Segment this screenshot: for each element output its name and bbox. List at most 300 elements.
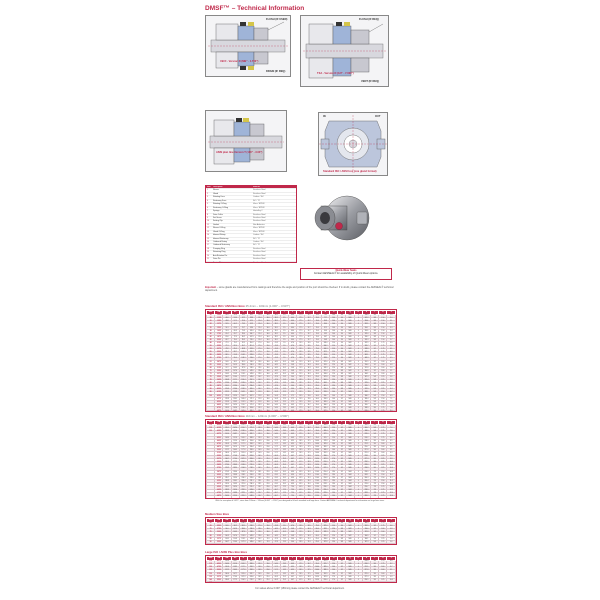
table-cell: 1/2: [338, 398, 346, 401]
table-cell: 31.8: [256, 395, 264, 398]
table-cell: 1/2: [371, 364, 379, 367]
table-cell: 6.500: [215, 486, 223, 489]
table-cell: [379, 544, 387, 545]
table-cell: 7/8: [371, 486, 379, 489]
table-cell: 188.8: [223, 480, 231, 483]
table-cell: 17.0: [264, 388, 272, 391]
table-cell: 3.1: [387, 320, 396, 323]
table-cell: 17.5: [280, 486, 288, 489]
section-3-title: [205, 512, 229, 516]
table-cell: 111.0: [248, 339, 256, 342]
part-description: Outboard Stationary: [213, 244, 230, 247]
table-cell: 44.0: [289, 320, 297, 323]
table-cell: 210.4: [321, 471, 329, 474]
table-cell: 1/2: [338, 576, 346, 579]
page-title: DMSF™ – Technical Information: [205, 5, 305, 12]
table-cell: 65.6: [223, 336, 231, 339]
table-cell: 4: [354, 364, 362, 367]
table-cell: 202.7: [248, 572, 256, 575]
table-cell: 16.0: [264, 531, 272, 534]
table-cell: 195.7: [362, 427, 370, 430]
table-cell: 4: [354, 538, 362, 541]
table-cell: 3.25: [379, 461, 387, 464]
table-cell: 125.1: [321, 528, 329, 531]
table-cell: [215, 498, 223, 499]
table-cell: 4: [354, 391, 362, 394]
table-cell: 47.6: [272, 388, 280, 391]
table-cell: 5/8: [371, 398, 379, 401]
table-cell: 132.9: [231, 395, 239, 398]
table-cell: 16.0: [330, 443, 338, 446]
table-cell: 3/4: [371, 461, 379, 464]
table-cell: 243.1: [362, 474, 370, 477]
table-cell: 215.7: [239, 486, 247, 489]
table-cell: 107.6: [231, 370, 239, 373]
table-cell: 4: [354, 357, 362, 360]
table-cell: 36.5: [256, 461, 264, 464]
table-cell: 66.7: [289, 461, 297, 464]
table-cell: 12.0: [387, 486, 396, 489]
table-cell: 1.75: [379, 342, 387, 345]
table-cell: 131.4: [321, 534, 329, 537]
table-cell: 249.4: [362, 480, 370, 483]
part-description: Set Screw: [213, 216, 222, 219]
table-cell: 135.1: [223, 427, 231, 430]
table-cell: 103.0: [321, 342, 329, 345]
table-cell: 72.9: [231, 336, 239, 339]
table-cell: 54.0: [289, 538, 297, 541]
part-description: Retaining Ring: [213, 251, 226, 254]
table-cell: 11.6: [387, 483, 396, 486]
table-cell: 265.2: [362, 495, 370, 498]
column-header: V: [387, 519, 396, 523]
table-cell: 90.9: [223, 525, 231, 528]
table-cell: 25.4: [256, 326, 264, 329]
table-cell: 5.375: [215, 458, 223, 461]
table-cell: 50.8: [289, 534, 297, 537]
seal-photo: [305, 188, 375, 248]
column-header: T: [371, 557, 379, 561]
table-cell: 33.3: [256, 424, 264, 427]
table-cell: 3/8: [371, 326, 379, 329]
table-cell: 75.0: [313, 345, 321, 348]
table-cell: 183.5: [231, 467, 239, 470]
table-cell: 43.5: [297, 480, 305, 483]
table-cell: 6.0: [387, 382, 396, 385]
table-cell: [371, 498, 379, 499]
callout-vent: VENT (IF REQ): [361, 80, 380, 83]
column-header: I: [280, 311, 288, 315]
parts-row: [206, 262, 296, 263]
table-cell: 3/4: [371, 446, 379, 449]
table-cell: 3/8: [371, 323, 379, 326]
table-cell: 4: [354, 370, 362, 373]
table-cell: 3/8: [338, 364, 346, 367]
table-cell: 231.1: [248, 480, 256, 483]
table-cell: [346, 582, 354, 583]
part-material: Stainless Steel: [253, 220, 266, 223]
table-cell: 1/2: [371, 531, 379, 534]
table-cell: 37.5: [297, 424, 305, 427]
table-cell: 134.6: [321, 538, 329, 541]
table-cell: 47.6: [272, 538, 280, 541]
table-cell: 1/2: [338, 433, 346, 436]
table-cell: 8.7: [387, 566, 396, 569]
table-cell: 3/4: [371, 563, 379, 566]
column-header: F: [256, 519, 264, 523]
table-cell: 114.6: [239, 364, 247, 367]
table-cell: 10.5: [280, 531, 288, 534]
note-text: Contact AESSEAL® for availability of Quick-Wear options.: [313, 272, 379, 275]
table-cell: [338, 498, 346, 499]
table-cell: 111.5: [239, 525, 247, 528]
table-cell: 39.5: [297, 440, 305, 443]
table-cell: 137.8: [321, 541, 329, 544]
table-cell: 3/8: [338, 528, 346, 531]
table-cell: 2.625: [215, 354, 223, 357]
table-cell: 100.0: [313, 452, 321, 455]
table-cell: 3.375: [215, 373, 223, 376]
table-cell: 31.8: [256, 401, 264, 404]
table-cell: 3/4: [371, 576, 379, 579]
table-cell: 16.0: [330, 440, 338, 443]
table-cell: 41.5: [297, 576, 305, 579]
table-cell: 22.0: [264, 480, 272, 483]
table-cell: 1/2: [338, 572, 346, 575]
table-cell: 14.0: [330, 398, 338, 401]
table-cell: 60.3: [272, 467, 280, 470]
table-cell: 157.8: [362, 367, 370, 370]
table-cell: M12: [346, 361, 354, 364]
table-cell: 95.0: [313, 433, 321, 436]
table-cell: 27.5: [297, 326, 305, 329]
table-cell: 126.8: [248, 354, 256, 357]
table-cell: [207, 544, 215, 545]
column-header: Q: [346, 311, 354, 315]
table-cell: 37.5: [297, 427, 305, 430]
table-cell: 7.8: [387, 407, 396, 410]
table-cell: 54.0: [289, 382, 297, 385]
table-cell: 19.0: [330, 495, 338, 498]
table-cell: 29.5: [297, 354, 305, 357]
table-cell: 13.5: [305, 342, 313, 345]
table-cell: 29.5: [297, 351, 305, 354]
table-cell: 17.5: [305, 443, 313, 446]
table-cell: 105.0: [313, 464, 321, 467]
table-cell: 28.6: [256, 531, 264, 534]
table-cell: 205.2: [362, 436, 370, 439]
table-cell: 186.6: [231, 471, 239, 474]
table-cell: [346, 498, 354, 499]
table-cell: 38.1: [272, 330, 280, 333]
column-header: Size: [207, 421, 215, 425]
table-cell: 54.0: [272, 563, 280, 566]
table-cell: 17.0: [264, 379, 272, 382]
table-cell: 98.8: [239, 348, 247, 351]
table-cell: 3.00: [379, 452, 387, 455]
table-cell: 11.5: [280, 376, 288, 379]
table-cell: 1/4: [338, 333, 346, 336]
table-cell: 35: [207, 326, 215, 329]
table-cell: 2.75: [379, 436, 387, 439]
table-cell: 33.5: [297, 388, 305, 391]
table-cell: 13.5: [305, 522, 313, 525]
table-cell: 66.7: [272, 489, 280, 492]
table-cell: 78.2: [223, 348, 231, 351]
table-cell: 157.8: [362, 531, 370, 534]
table-cell: 120.9: [239, 534, 247, 537]
table-cell: M12: [346, 525, 354, 528]
part-description: Springs: [213, 210, 220, 213]
table-cell: 15.9: [305, 391, 313, 394]
table-cell: 85.0: [313, 385, 321, 388]
table-cell: 171.5: [239, 566, 247, 569]
table-cell: 18.0: [264, 395, 272, 398]
table-cell: 9.1: [387, 569, 396, 572]
column-header: K: [297, 557, 305, 561]
table-cell: 57.1: [231, 320, 239, 323]
table-cell: 177.2: [231, 461, 239, 464]
table-cell: 100.3: [223, 534, 231, 537]
table-cell: 218.9: [239, 489, 247, 492]
table-cell: 15.0: [330, 563, 338, 566]
table-cell: 84.5: [223, 354, 231, 357]
table-cell: 30.2: [256, 388, 264, 391]
table-cell: 1/2: [338, 467, 346, 470]
table-cell: 69.7: [231, 333, 239, 336]
table-cell: 113.5: [362, 323, 370, 326]
table-cell: 120.3: [231, 382, 239, 385]
table-cell: 17.5: [305, 572, 313, 575]
table-cell: 221.6: [248, 471, 256, 474]
table-cell: [371, 544, 379, 545]
table-cell: 47.6: [289, 522, 297, 525]
table-cell: 4: [354, 339, 362, 342]
table-cell: 199.5: [248, 569, 256, 572]
table-cell: 183.1: [362, 391, 370, 394]
table-cell: 44.5: [272, 361, 280, 364]
table-cell: 4: [354, 474, 362, 477]
table-cell: 141.4: [223, 410, 231, 412]
table-cell: 73: [207, 373, 215, 376]
table-cell: 179.9: [362, 388, 370, 391]
parts-list: [205, 185, 297, 263]
column-header: K: [297, 519, 305, 523]
table-cell: 43.5: [297, 471, 305, 474]
table-cell: 227.3: [362, 576, 370, 579]
table-cell: 3.00: [379, 566, 387, 569]
table-cell: [313, 498, 321, 499]
table-cell: 17.5: [305, 440, 313, 443]
table-cell: 70: [207, 370, 215, 373]
table-cell: 3/8: [338, 388, 346, 391]
table-cell: 31.5: [297, 373, 305, 376]
table-cell: 6.625: [215, 489, 223, 492]
table-cell: 7/8: [371, 489, 379, 492]
parts-head-material: Material: [253, 186, 260, 188]
table-cell: 1/2: [338, 455, 346, 458]
table-cell: 60.3: [289, 560, 297, 563]
table-cell: 34.9: [256, 566, 264, 569]
table-cell: 4: [354, 424, 362, 427]
table-cell: 130.0: [248, 522, 256, 525]
column-header: T: [371, 519, 379, 523]
table-cell: 95: [207, 391, 215, 394]
table-cell: 3/8: [338, 531, 346, 534]
table-cell: 164.8: [248, 391, 256, 394]
table-cell: 4: [354, 464, 362, 467]
table-cell: 1/2: [338, 483, 346, 486]
table-cell: [362, 498, 370, 499]
table-cell: 188.3: [321, 449, 329, 452]
table-cell: 46.6: [223, 317, 231, 320]
table-cell: 129.8: [231, 391, 239, 394]
table-cell: 124.1: [239, 538, 247, 541]
table-cell: 100.0: [313, 449, 321, 452]
table-cell: 14.3: [305, 373, 313, 376]
table-cell: [272, 582, 280, 583]
table-cell: 8.5: [280, 339, 288, 342]
table-cell: 1/2: [338, 489, 346, 492]
table-cell: 50.8: [289, 531, 297, 534]
table-cell: 93.5: [321, 333, 329, 336]
table-cell: 54.0: [272, 436, 280, 439]
table-cell: 1/2: [338, 424, 346, 427]
table-cell: 118.8: [321, 522, 329, 525]
table-cell: 75.0: [313, 342, 321, 345]
table-cell: 14.3: [305, 370, 313, 373]
table-cell: 16.7: [305, 560, 313, 563]
table-cell: 164.1: [362, 373, 370, 376]
table-cell: 162.0: [239, 410, 247, 412]
table-cell: 119.3: [223, 388, 231, 391]
table-cell: 18.0: [330, 483, 338, 486]
table-cell: 3.00: [379, 440, 387, 443]
table-cell: 16.7: [305, 427, 313, 430]
table-cell: 14.3: [305, 361, 313, 364]
table-cell: 177.2: [231, 579, 239, 582]
table-cell: [280, 544, 288, 545]
table-cell: 107.9: [248, 336, 256, 339]
table-cell: 42: [207, 336, 215, 339]
table-cell: 60.3: [289, 430, 297, 433]
table-cell: 3.75: [379, 495, 387, 498]
table-cell: 4: [354, 522, 362, 525]
table-cell: M20: [346, 404, 354, 407]
table-cell: 39.7: [256, 486, 264, 489]
table-cell: 49.8: [223, 320, 231, 323]
table-cell: 2.50: [379, 401, 387, 404]
table-cell: 66.7: [289, 579, 297, 582]
table-cell: 63.5: [289, 452, 297, 455]
table-cell: 75.0: [313, 351, 321, 354]
table-cell: 87.7: [223, 357, 231, 360]
section-2-title: [205, 414, 289, 418]
table-cell: [231, 498, 239, 499]
table-cell: 5/8: [371, 401, 379, 404]
table-cell: 60: [207, 357, 215, 360]
table-cell: 7/8: [371, 477, 379, 480]
table-cell: 13.0: [330, 385, 338, 388]
table-cell: 79.9: [239, 330, 247, 333]
table-cell: M20: [346, 440, 354, 443]
table-cell: M16: [346, 376, 354, 379]
table-cell: 2.00: [379, 367, 387, 370]
table-cell: M20: [346, 407, 354, 410]
table-cell: 3/4: [371, 443, 379, 446]
table-cell: 120: [207, 566, 215, 569]
column-header: ØB: [223, 519, 231, 523]
part-description: Rotating O-Ring: [213, 203, 227, 206]
part-number: 8: [207, 213, 209, 216]
table-cell: 15.1: [305, 379, 313, 382]
table-cell: 113.0: [223, 382, 231, 385]
table-cell: 193.2: [248, 443, 256, 446]
table-cell: 18.3: [305, 464, 313, 467]
table-cell: 17.0: [330, 576, 338, 579]
table-cell: 18.0: [330, 480, 338, 483]
table-cell: 33.5: [297, 382, 305, 385]
table-cell: 141.4: [223, 560, 231, 563]
table-cell: 15.0: [330, 430, 338, 433]
table-cell: 27.5: [297, 320, 305, 323]
part-number: 15: [207, 237, 210, 240]
table-cell: 8.9: [387, 446, 396, 449]
table-cell: 4.750: [215, 566, 223, 569]
table-cell: 38.1: [272, 336, 280, 339]
table-cell: 7/8: [371, 483, 379, 486]
table-cell: 19.0: [264, 410, 272, 412]
table-cell: 157.2: [223, 569, 231, 572]
table-cell: 162.0: [239, 433, 247, 436]
table-cell: 44.5: [272, 528, 280, 531]
table-cell: 4: [354, 452, 362, 455]
table-cell: 27.5: [297, 336, 305, 339]
part-number: 3: [207, 196, 209, 199]
column-header: U: [379, 519, 387, 523]
table-cell: 54.0: [289, 388, 297, 391]
table-cell: 3/8: [371, 336, 379, 339]
table-cell: 118.8: [321, 357, 329, 360]
table-cell: 23.0: [264, 495, 272, 498]
table-cell: 17.0: [330, 461, 338, 464]
table-cell: 114.0: [231, 541, 239, 544]
table-cell: 36.5: [256, 455, 264, 458]
table-cell: 15.0: [330, 424, 338, 427]
table-cell: 11.5: [280, 385, 288, 388]
table-cell: M12: [346, 531, 354, 534]
table-cell: 1.500: [215, 326, 223, 329]
table-cell: 142.6: [248, 370, 256, 373]
column-header: M: [313, 311, 321, 315]
table-cell: 130.4: [239, 379, 247, 382]
table-cell: 64.0: [239, 314, 247, 317]
table-cell: 1/2: [371, 354, 379, 357]
table-cell: 100.0: [313, 566, 321, 569]
table-cell: 12.7: [305, 333, 313, 336]
table-cell: 1.75: [379, 522, 387, 525]
table-cell: 174.7: [239, 446, 247, 449]
table-cell: 85.0: [313, 388, 321, 391]
callout-in: IN: [323, 115, 326, 118]
table-cell: 17.5: [305, 569, 313, 572]
table-cell: 149.0: [248, 541, 256, 544]
table-cell: 12.7: [305, 326, 313, 329]
table-cell: 5.0: [387, 367, 396, 370]
table-cell: 50.8: [272, 395, 280, 398]
table-cell: 177.8: [239, 449, 247, 452]
table-cell: 53.9: [231, 317, 239, 320]
